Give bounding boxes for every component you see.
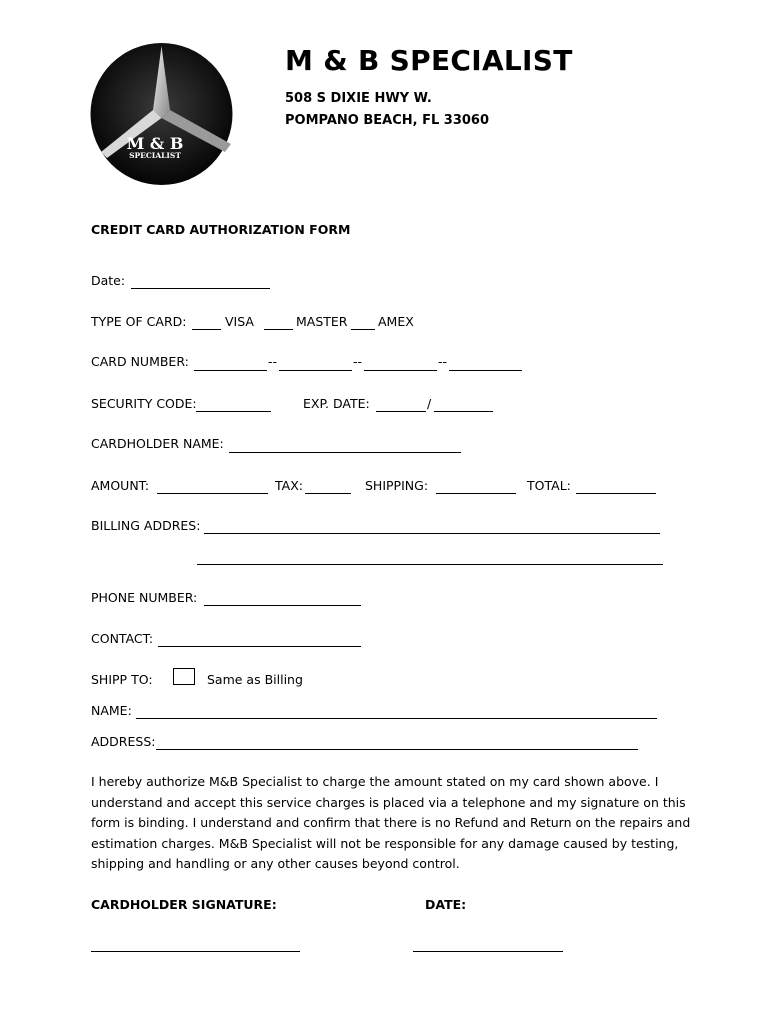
master-option: MASTER: [296, 314, 348, 329]
total-field[interactable]: [576, 493, 656, 494]
contact-label: CONTACT:: [91, 631, 154, 646]
ship-name-field[interactable]: [136, 718, 657, 719]
ship-address-label: ADDRESS:: [91, 734, 156, 749]
card-number-separator-3: --: [438, 354, 448, 369]
visa-option: VISA: [225, 314, 254, 329]
same-as-billing-label: Same as Billing: [207, 672, 303, 687]
shipping-field[interactable]: [436, 493, 516, 494]
cardholder-name-field[interactable]: [229, 452, 461, 453]
amount-label: AMOUNT:: [91, 478, 150, 493]
same-as-billing-checkbox[interactable]: [173, 668, 195, 685]
date-field[interactable]: [131, 288, 270, 289]
master-check-field[interactable]: [264, 329, 293, 330]
address-line-2: POMPANO BEACH, FL 33060: [285, 113, 490, 128]
billing-address-field-1[interactable]: [204, 533, 660, 534]
tax-field[interactable]: [305, 493, 351, 494]
card-number-group-1[interactable]: [194, 370, 267, 371]
billing-address-label: BILLING ADDRES:: [91, 518, 201, 533]
phone-number-label: PHONE NUMBER:: [91, 590, 198, 605]
visa-check-field[interactable]: [192, 329, 221, 330]
exp-date-separator: /: [427, 396, 432, 411]
cardholder-signature-label: CARDHOLDER SIGNATURE:: [91, 897, 277, 912]
tax-label: TAX:: [275, 478, 303, 493]
logo-text-line2: SPECIALIST: [129, 151, 181, 160]
security-code-label: SECURITY CODE:: [91, 396, 197, 411]
card-number-separator-2: --: [353, 354, 363, 369]
amex-check-field[interactable]: [351, 329, 375, 330]
amount-field[interactable]: [157, 493, 268, 494]
security-code-field[interactable]: [196, 411, 271, 412]
signature-date-field[interactable]: [413, 951, 563, 952]
amex-option: AMEX: [378, 314, 414, 329]
card-number-label: CARD NUMBER:: [91, 354, 189, 369]
type-of-card-label: TYPE OF CARD:: [91, 314, 187, 329]
signature-date-label: DATE:: [425, 897, 467, 912]
total-label: TOTAL:: [527, 478, 571, 493]
logo-text-line1: M & B: [126, 134, 184, 153]
form-heading: CREDIT CARD AUTHORIZATION FORM: [91, 222, 351, 237]
card-number-group-2[interactable]: [279, 370, 352, 371]
exp-date-label: EXP. DATE:: [303, 396, 370, 411]
billing-address-field-2[interactable]: [197, 564, 663, 565]
exp-month-field[interactable]: [376, 411, 426, 412]
contact-field[interactable]: [158, 646, 361, 647]
card-number-separator-1: --: [268, 354, 278, 369]
phone-number-field[interactable]: [204, 605, 361, 606]
company-logo: [89, 40, 234, 188]
card-number-group-3[interactable]: [364, 370, 437, 371]
card-number-group-4[interactable]: [449, 370, 522, 371]
exp-year-field[interactable]: [434, 411, 493, 412]
address-line-1: 508 S DIXIE HWY W.: [285, 91, 432, 106]
cardholder-signature-field[interactable]: [91, 951, 300, 952]
cardholder-name-label: CARDHOLDER NAME:: [91, 436, 224, 451]
company-name: M & B SPECIALIST: [285, 44, 573, 77]
ship-name-label: NAME:: [91, 703, 132, 718]
shipping-label: SHIPPING:: [365, 478, 429, 493]
ship-address-field[interactable]: [156, 749, 638, 750]
ship-to-label: SHIPP TO:: [91, 672, 153, 687]
authorization-statement: I hereby authorize M&B Specialist to charge the amount stated on my card shown above. I understand and accept this service charges is placed via a telephone and my signature on this form is binding. I understand and confirm that there is no Refund and Return on the repairs and estimation charges. M&B Specialist will not be responsible for any damage caused by testing, shipping and handling or any other causes beyond control.: [91, 774, 691, 872]
date-label: Date:: [91, 273, 126, 288]
